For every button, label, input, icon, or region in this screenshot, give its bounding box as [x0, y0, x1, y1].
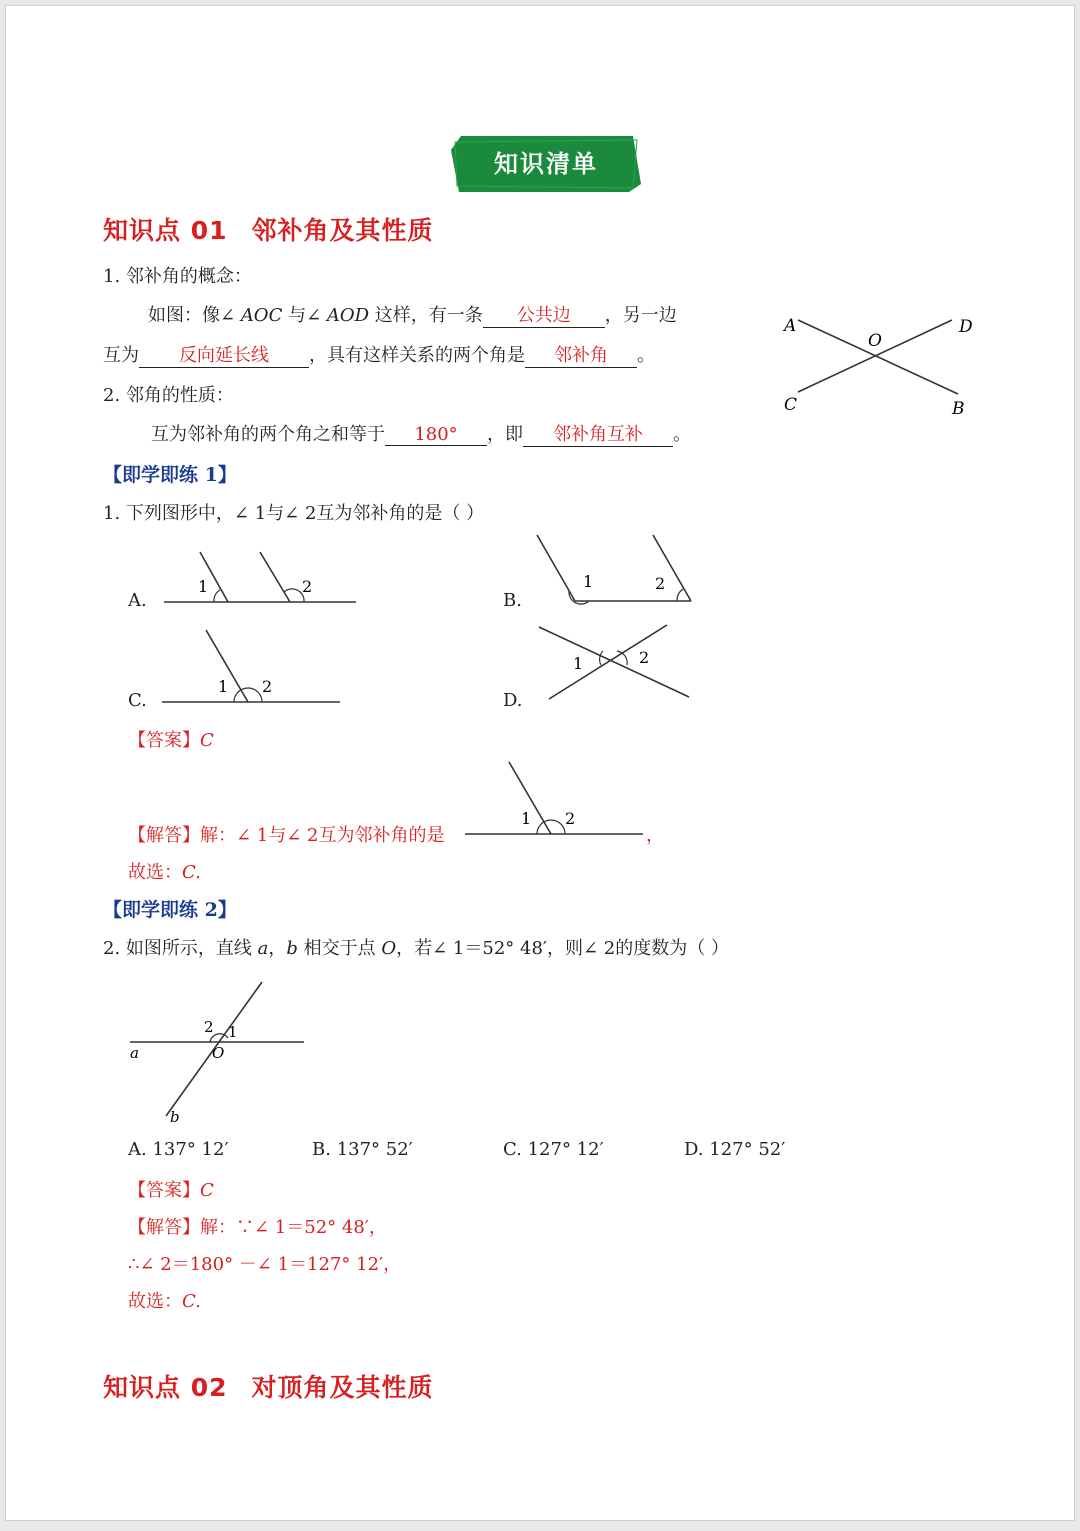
option-a-label: A.	[128, 590, 147, 611]
text: 如图：像∠	[148, 305, 241, 326]
answer-label: 【答案】	[128, 730, 200, 751]
practice2-option-b	[312, 1139, 413, 1160]
line-b-label: b	[170, 1108, 180, 1126]
blank-supplementary: 邻补角	[525, 341, 637, 368]
solution-label: 【解答】	[128, 825, 200, 846]
kp1-number: 知识点 01	[103, 216, 228, 245]
text: 2. 如图所示，直线	[103, 938, 258, 959]
choose-value: C.	[182, 862, 201, 883]
option-value: 137° 52′	[336, 1139, 413, 1160]
label-c: C	[784, 395, 798, 415]
kp2-heading	[103, 1368, 434, 1404]
option-key: A.	[128, 1139, 147, 1160]
text: ，即	[487, 424, 523, 445]
label-b: B	[952, 399, 965, 419]
angle-aoc: AOC	[240, 305, 283, 326]
angle-1-label: 1	[583, 572, 594, 591]
option-d-label: D.	[503, 690, 523, 711]
angle-2-label: 2	[262, 677, 273, 696]
blank-common-side: 公共边	[483, 301, 605, 328]
option-c-figure	[156, 626, 346, 708]
practice2-option-c	[503, 1139, 604, 1160]
blank-180: 180°	[385, 424, 487, 446]
kp1-title: 邻补角及其性质	[251, 216, 434, 245]
option-value: 137° 12′	[152, 1139, 229, 1160]
label-d: D	[959, 317, 973, 337]
point-o-label: O	[212, 1044, 225, 1062]
kp2-title: 对顶角及其性质	[251, 1373, 434, 1402]
solution-text: 解：∠ 1与∠ 2互为邻补角的是	[200, 825, 445, 846]
text: 。	[673, 424, 691, 445]
solution-text: 解：∵∠ 1＝52° 48′，	[200, 1217, 387, 1238]
label-a: A	[784, 316, 797, 336]
practice1-question: 1. 下列图形中，∠ 1与∠ 2互为邻补角的是（ ）	[103, 503, 485, 524]
practice1-answer	[128, 726, 214, 752]
choose-label: 故选：	[128, 1291, 182, 1312]
var-b: b	[286, 938, 298, 959]
text: ，具有这样关系的两个角是	[309, 345, 525, 366]
property-line	[151, 420, 691, 447]
option-c-label: C.	[128, 690, 147, 711]
angle-2-label: 2	[302, 577, 313, 596]
kp2-number: 知识点 02	[103, 1373, 228, 1402]
kp1-heading	[103, 211, 434, 247]
angle-2-label: 2	[204, 1018, 214, 1036]
solution-end: ，	[646, 825, 664, 846]
text: ，另一边	[604, 305, 677, 326]
text: 相交于点	[297, 938, 382, 959]
option-key: C.	[503, 1139, 522, 1160]
angle-1-label: 1	[228, 1023, 238, 1041]
practice2-question	[103, 934, 729, 960]
practice2-label: 【即学即练 2】	[103, 899, 237, 921]
figure-aod	[776, 306, 986, 421]
practice1-choose	[128, 858, 201, 884]
text: 。	[637, 345, 655, 366]
practice1-label: 【即学即练 1】	[103, 464, 237, 486]
practice2-solution-2: ∴∠ 2＝180° －∠ 1＝127° 12′，	[128, 1254, 402, 1275]
answer-value: C	[200, 730, 214, 751]
text: 这样，有一条	[369, 305, 483, 326]
option-value: 127° 52′	[709, 1139, 786, 1160]
option-value: 127° 12′	[527, 1139, 604, 1160]
option-b-figure	[531, 531, 701, 607]
angle-1-label: 1	[573, 654, 584, 673]
blank-complementary: 邻补角互补	[523, 420, 673, 447]
angle-1-label: 1	[521, 809, 532, 828]
option-key: B.	[312, 1139, 331, 1160]
option-b-label: B.	[503, 590, 522, 611]
practice2-solution-1	[128, 1213, 387, 1239]
label-o: O	[868, 331, 882, 351]
practice2-choose	[128, 1287, 201, 1313]
banner-title: 知识清单	[494, 150, 598, 178]
angle-aod: AOD	[326, 305, 370, 326]
angle-2-label: 2	[565, 809, 576, 828]
option-a-figure	[156, 546, 366, 608]
document-page	[5, 5, 1075, 1521]
text: ，若∠ 1＝52° 48′，则∠ 2的度数为（ ）	[396, 938, 729, 959]
choose-label: 故选：	[128, 862, 182, 883]
practice2-option-d	[684, 1139, 785, 1160]
var-o: O	[381, 938, 397, 959]
var-a: a	[257, 938, 269, 959]
practice2-answer	[128, 1176, 214, 1202]
practice2-figure	[124, 978, 314, 1128]
solution-label: 【解答】	[128, 1217, 200, 1238]
option-key: D.	[684, 1139, 704, 1160]
blank-reverse-extension: 反向延长线	[139, 341, 309, 368]
angle-2-label: 2	[655, 574, 666, 593]
angle-2-label: 2	[639, 648, 650, 667]
option-d-figure	[531, 621, 701, 703]
text: 与∠	[282, 305, 327, 326]
concept-line2	[103, 341, 655, 368]
practice2-option-a	[128, 1139, 229, 1160]
angle-1-label: 1	[198, 577, 209, 596]
concept-line1	[148, 301, 677, 328]
angle-1-label: 1	[218, 677, 229, 696]
concept-heading: 1. 邻补角的概念：	[103, 266, 252, 287]
answer-label: 【答案】	[128, 1180, 200, 1201]
choose-value: C.	[182, 1291, 201, 1312]
solution-figure	[461, 758, 651, 838]
text: 互为邻补角的两个角之和等于	[151, 424, 385, 445]
practice1-solution	[128, 821, 445, 847]
answer-value: C	[200, 1180, 214, 1201]
line-a-label: a	[130, 1044, 139, 1062]
text: 互为	[103, 345, 139, 366]
property-heading: 2. 邻角的性质：	[103, 385, 234, 406]
text: ，	[268, 938, 287, 959]
